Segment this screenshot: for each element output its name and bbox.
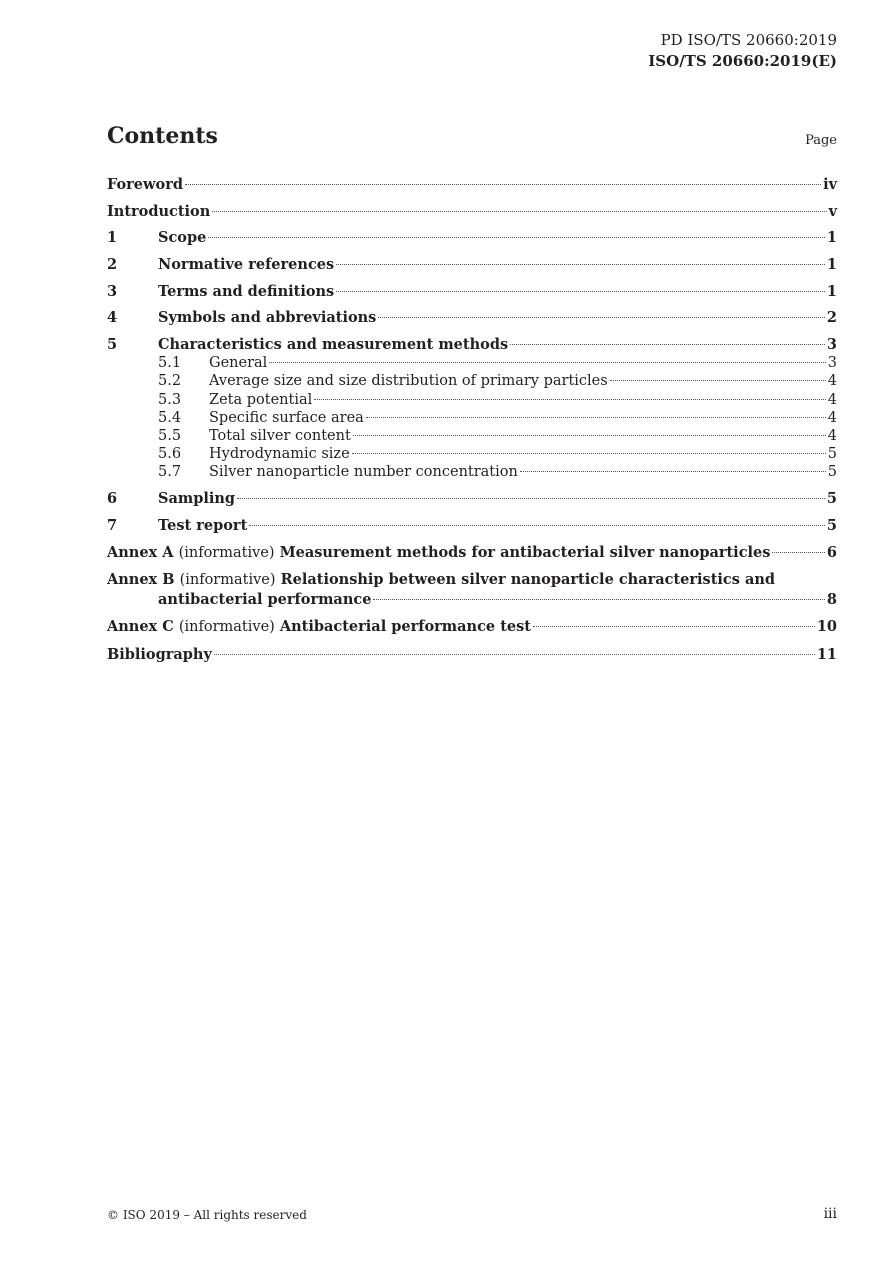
toc-entry-page: 4 bbox=[827, 427, 837, 444]
dot-leader bbox=[520, 471, 826, 472]
toc-entry-label bbox=[107, 617, 531, 637]
dot-leader bbox=[212, 211, 826, 212]
toc-entry-number: 5.2 bbox=[158, 373, 182, 390]
dot-leader bbox=[510, 344, 825, 345]
toc-entry-scope[interactable] bbox=[107, 228, 837, 247]
toc-entry-number: 5.5 bbox=[158, 427, 182, 444]
dot-leader bbox=[336, 291, 825, 292]
dot-leader bbox=[269, 362, 825, 363]
dot-leader bbox=[314, 399, 826, 400]
toc-entry-page: 3 bbox=[827, 355, 837, 372]
toc-entry-number: 5.6 bbox=[158, 446, 182, 463]
dot-leader bbox=[353, 435, 826, 436]
toc-subentry-total-silver-content[interactable] bbox=[107, 427, 837, 445]
dot-leader bbox=[373, 599, 824, 600]
toc-entry-page: 6 bbox=[826, 543, 837, 561]
toc-entry-label: Silver nanoparticle number concentration bbox=[209, 464, 518, 481]
contents-heading bbox=[107, 123, 837, 155]
toc-entry-number: 2 bbox=[107, 256, 118, 274]
toc-entry-annex-a[interactable] bbox=[107, 543, 837, 563]
annex-informative: (informative) bbox=[179, 572, 276, 589]
toc-entry-label: Foreword bbox=[107, 176, 183, 193]
dot-leader bbox=[772, 552, 824, 553]
toc-entry-page: 5 bbox=[826, 490, 837, 508]
toc-entry-number: 1 bbox=[107, 229, 118, 247]
toc-entry-characteristics[interactable] bbox=[107, 335, 837, 354]
toc-entry-page: iv bbox=[823, 176, 837, 193]
toc-entry-number: 5.3 bbox=[158, 391, 182, 408]
toc-entry-number: 6 bbox=[107, 490, 118, 508]
annex-informative: (informative) bbox=[178, 544, 275, 561]
annex-prefix: Annex C bbox=[107, 617, 174, 635]
dot-leader bbox=[352, 453, 826, 454]
toc-entry-page: 10 bbox=[816, 617, 837, 635]
toc-entry-foreword[interactable] bbox=[107, 175, 837, 194]
toc-subentry-average-size[interactable] bbox=[107, 372, 837, 390]
toc-entry-page: 1 bbox=[826, 229, 837, 247]
toc-entry-page: 2 bbox=[826, 309, 837, 327]
dot-leader bbox=[366, 417, 826, 418]
dot-leader bbox=[610, 380, 826, 381]
toc-subentry-zeta-potential[interactable] bbox=[107, 391, 837, 409]
toc-entry-terms-and-definitions[interactable] bbox=[107, 282, 837, 301]
toc-entry-annex-b[interactable] bbox=[107, 570, 837, 609]
toc-entry-sampling[interactable] bbox=[107, 489, 837, 508]
toc-entry-number: 7 bbox=[107, 516, 118, 534]
annex-title: Relationship between silver nanoparticle characteristics and bbox=[280, 571, 776, 589]
toc-entry-label bbox=[107, 570, 775, 590]
dot-leader bbox=[185, 184, 821, 185]
toc-entry-label: Zeta potential bbox=[209, 391, 313, 408]
dot-leader bbox=[214, 654, 815, 655]
header-iso-designation: ISO/TS 20660:2019(E) bbox=[648, 52, 837, 70]
annex-title: Antibacterial performance test bbox=[279, 617, 531, 635]
table-of-contents bbox=[107, 175, 837, 671]
annex-title-continuation: antibacterial performance bbox=[158, 591, 372, 609]
toc-entry-label: Specific surface area bbox=[209, 409, 364, 426]
toc-entry-page: v bbox=[828, 202, 837, 220]
toc-subentry-number-concentration[interactable] bbox=[107, 463, 837, 481]
dot-leader bbox=[533, 626, 815, 627]
toc-entry-page: 5 bbox=[826, 516, 837, 534]
toc-entry-number: 5 bbox=[107, 336, 118, 354]
header-designation: PD ISO/TS 20660:2019 bbox=[660, 31, 837, 49]
toc-entry-page: 4 bbox=[827, 391, 837, 408]
toc-subentry-specific-surface-area[interactable] bbox=[107, 409, 837, 427]
annex-prefix: Annex A bbox=[107, 543, 174, 561]
toc-entry-number: 5.1 bbox=[158, 355, 182, 372]
page-number: iii bbox=[823, 1206, 837, 1222]
toc-entry-label: Normative references bbox=[158, 256, 335, 274]
toc-entry-label: Characteristics and measurement methods bbox=[158, 336, 509, 354]
toc-entry-label: Terms and definitions bbox=[158, 282, 335, 300]
annex-informative: (informative) bbox=[178, 618, 275, 635]
annex-b-second-line bbox=[107, 590, 837, 609]
toc-entry-page: 3 bbox=[826, 336, 837, 354]
toc-entry-page: 4 bbox=[827, 409, 837, 426]
toc-entry-label: Sampling bbox=[158, 490, 236, 508]
dot-leader bbox=[336, 264, 825, 265]
toc-subentry-hydrodynamic-size[interactable] bbox=[107, 445, 837, 463]
toc-entry-label: Test report bbox=[158, 516, 248, 534]
toc-entry-label: Introduction bbox=[107, 202, 211, 220]
toc-entry-page: 5 bbox=[827, 464, 837, 481]
toc-entry-annex-c[interactable] bbox=[107, 617, 837, 637]
page-column-label: Page bbox=[805, 133, 837, 148]
toc-entry-label: Hydrodynamic size bbox=[209, 446, 350, 463]
toc-entry-label: General bbox=[209, 355, 268, 372]
dot-leader bbox=[249, 525, 825, 526]
toc-entry-number: 5.7 bbox=[158, 464, 182, 481]
page-title: Contents bbox=[107, 123, 218, 149]
toc-entry-number: 3 bbox=[107, 282, 118, 300]
toc-entry-label: Average size and size distribution of primary particles bbox=[209, 373, 608, 390]
toc-entry-introduction[interactable] bbox=[107, 202, 837, 221]
toc-entry-test-report[interactable] bbox=[107, 516, 837, 535]
toc-entry-label: Scope bbox=[158, 229, 207, 247]
toc-entry-label: Total silver content bbox=[209, 427, 351, 444]
toc-entry-page: 1 bbox=[826, 282, 837, 300]
toc-entry-label bbox=[107, 543, 770, 563]
annex-prefix: Annex B bbox=[107, 571, 175, 589]
toc-entry-page: 1 bbox=[826, 256, 837, 274]
toc-entry-page: 4 bbox=[827, 373, 837, 390]
toc-entry-normative-references[interactable] bbox=[107, 255, 837, 274]
toc-entry-number: 4 bbox=[107, 309, 118, 327]
annex-title: Measurement methods for antibacterial silver nanoparticles bbox=[279, 543, 771, 561]
copyright-notice: © ISO 2019 – All rights reserved bbox=[107, 1208, 307, 1222]
toc-entry-bibliography[interactable] bbox=[107, 645, 837, 664]
dot-leader bbox=[378, 317, 825, 318]
toc-entry-number: 5.4 bbox=[158, 409, 182, 426]
toc-entry-page: 8 bbox=[826, 591, 837, 609]
dot-leader bbox=[237, 498, 825, 499]
document-header bbox=[648, 30, 837, 72]
annex-b-first-line bbox=[107, 570, 837, 590]
toc-entry-label: Bibliography bbox=[107, 645, 212, 663]
toc-entry-symbols-and-abbreviations[interactable] bbox=[107, 308, 837, 327]
toc-entry-page: 11 bbox=[816, 645, 837, 663]
toc-entry-page: 5 bbox=[827, 446, 837, 463]
toc-entry-label: Symbols and abbreviations bbox=[158, 309, 377, 327]
dot-leader bbox=[208, 237, 825, 238]
toc-subentry-general[interactable] bbox=[107, 354, 837, 372]
